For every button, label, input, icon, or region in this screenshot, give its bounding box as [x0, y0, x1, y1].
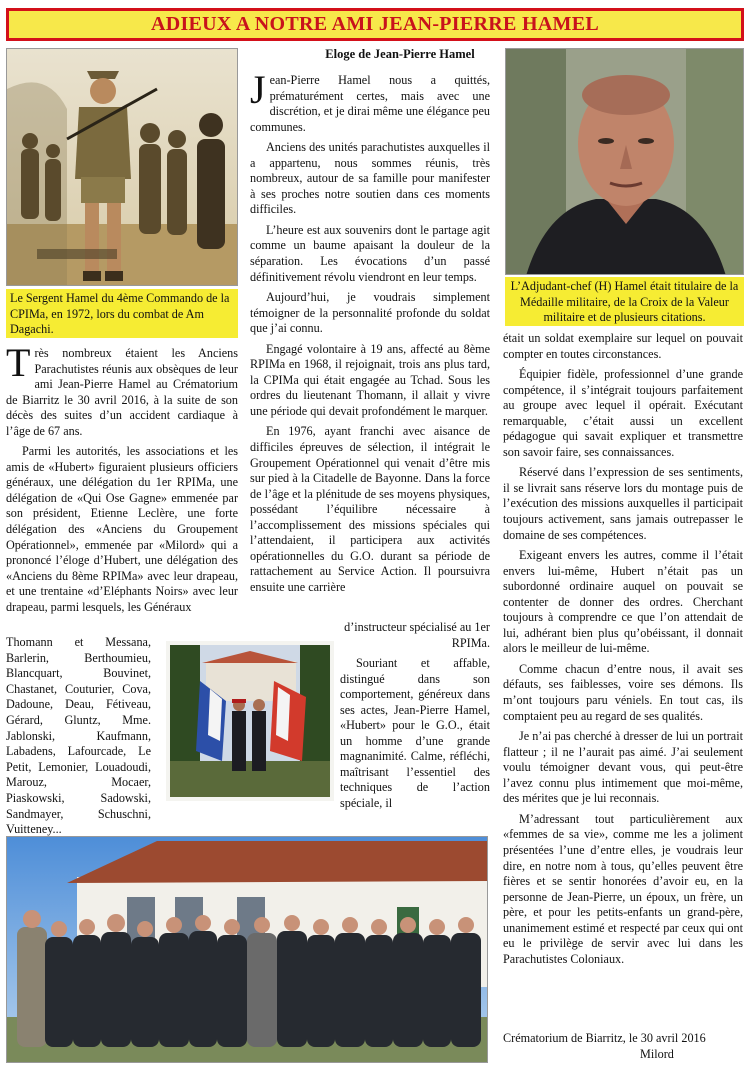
middle-paragraph-2: Anciens des unités parachutistes auxquelles il a appartenu, nous sommes réunis, très nombreux, autour de sa famille pour manifester à ses proches notre soutien dans ces moments difficiles.: [250, 140, 490, 217]
middle-paragraph-6b: d’instructeur spécialisé au 1er RPIMa.: [344, 620, 490, 650]
right-photo-caption: L’Adjudant-chef (H) Hamel était titulaire de la Médaille militaire, de la Croix de la Valeur militaire et de plusieurs citations.: [505, 277, 744, 326]
right-paragraph-7: M’adressant tout particulièrement aux «femmes de sa vie», comme me les a joliment présentées l’une d’entre elles, je voudrais leur dire, en notre nom à tous, qu’elles peuvent être fières et se sentir honorées d’avoir eu, en la personne de Jean-Pierre, un époux, un frère, un père, et pour les petits-enfants un grand-père, unanimement estimé et respecté par ceux qui ont eu le privilège de servir avec lui dans les Parachutistes Coloniaux.: [503, 811, 743, 966]
right-paragraph-1: était un soldat exemplaire sur lequel on pouvait compter en toutes circonstances.: [503, 331, 743, 361]
dropcap-j: J: [250, 67, 266, 112]
left-paragraph-1: Très nombreux étaient les Anciens Parachutistes réunis aux obsèques de leur ami Jean-Pierre Hamel au Crématorium de Biarritz le 30 avril 2016, à la suite de son décès des suites d’un accident cardiaque à l’âge de 67 ans.: [6, 340, 238, 438]
right-column: [503, 331, 743, 972]
right-paragraph-6: Je n’ai pas cherché à dresser de lui un portrait flatteur ; il ne l’aurait pas aimé. J’ai seulement voulu témoigner devant vous, qui peut-être l’avez connu plus intimement que moi-même, des mérites que je lui reconnais.: [503, 729, 743, 806]
right-paragraph-2: Équipier fidèle, professionnel d’une grande compétence, il s’intégrait toujours parfaitement au groupe avec lequel il opérait. Exécutant remarquable, c’était aussi un excellent pédagogue qui savait expliquer et transmettre son savoir faire, ses connaissances.: [503, 367, 743, 459]
jean-pierre-hamel-portrait: [505, 48, 744, 275]
right-paragraph-5: Comme chacun d’entre nous, il avait ses défauts, ses faiblesses, voire ses démons. Ils m’ont toujours paru véniels. En tout cas, ils comptaient peu au regard de ses qualités.: [503, 661, 743, 723]
generals-names: Thomann et Messana, Barlerin, Berthoumieu, Blancquart, Bouvinet, Chastanet, Couturier, Cova, Dadoune, Deau, Fétiveau, Gérard, Gluntz, Mme. Jablonski, Kaufmann, Labadens, Lafourcade, Le Petit, Lemonier, Louadoudi, Marouz, Mocaer, Piaskowski, Sadowski, Sandmayer, Schuschni, Vuitteney...: [6, 635, 151, 837]
right-paragraph-4: Exigeant envers les autres, comme il l’était envers lui-même, Hubert n’était pas un subordonné ordinaire auquel on pouvait se contenter de donner des ordres. Cherchant toujours à comprendre ce que l’on attendait de lui, adhérant bien plus qu’obéissant, il donnait alors le meilleur de lui-même.: [503, 548, 743, 656]
middle-paragraph-3: L’heure est aux souvenirs dont le partage agit comme un baume apaisant la douleur de la séparation. Les évocations d’un passé définitivement révolu viendront en leur temps.: [250, 222, 490, 284]
middle-paragraph-4: Aujourd’hui, je voudrais simplement témoigner de la personnalité profonde du soldat que j’ai connu.: [250, 290, 490, 336]
left-column: [6, 340, 238, 620]
right-paragraph-3: Réservé dans l’expression de ses sentiments, il se livrait sans réserve lors du montage puis de l’exécution des missions auxquelles il participait toujours activement, sans jamais outrepasser le domaine de ses compétences.: [503, 465, 743, 542]
sergent-hamel-1972-photo: [6, 48, 238, 286]
middle-paragraph-5: Engagé volontaire à 19 ans, affecté au 8ème RPIMa en 1968, il rejoignait, trois ans plus tard, la CPIMa qui était engagée au Tchad. Sous les ordres du lieutenant Thomann, il allait y vivre une période qui devait profondément le marquer.: [250, 341, 490, 418]
middle-paragraph-6: En 1976, ayant franchi avec aisance de difficiles épreuves de sélection, il intégrait le Groupement Opérationnel qui venait d’être mis sur pied à la Citadelle de Bayonne. Dans la force de l’âge et la plénitude de ses moyens physiques, possédant l’équilibre nécessaire à l’accomplissement des missions spéciales qui l’attendaient, il participera aux activités opérationnelles du G.O. durant sa période de rattachement au Service Action. Il poursuivra ensuite une carrière: [250, 424, 490, 594]
middle-paragraph-1: Jean-Pierre Hamel nous a quittés, prématurément certes, mais avec une discrétion, et je dirai même une élégance peu communes.: [250, 67, 490, 134]
page-title: ADIEUX A NOTRE AMI JEAN-PIERRE HAMEL: [6, 8, 744, 41]
middle-column: [250, 67, 490, 601]
place-date: Crématorium de Biarritz, le 30 avril 2016: [503, 1031, 706, 1045]
left-photo-caption: Le Sergent Hamel du 4ème Commando de la CPIMa, en 1972, lors du combat de Am Dagachi.: [6, 289, 238, 338]
middle-paragraph-7: Souriant et affable, distingué dans son comportement, généreux dans ses actes, Jean-Pierre Hamel, «Hubert» pour le G.O., était un homme d’une grande magnanimité. Calme, réfléchi, maîtrisant l’essentiel des techniques de l’action spéciale, il: [340, 656, 490, 811]
middle-column-lower: [340, 620, 490, 817]
flags-ceremony-photo: [166, 641, 334, 801]
signature: Milord: [640, 1047, 674, 1061]
eloge-title: Eloge de Jean-Pierre Hamel: [325, 47, 475, 61]
group-photo: [6, 836, 488, 1063]
dropcap-t: T: [6, 340, 31, 385]
left-paragraph-2: Parmi les autorités, les associations et les amis de «Hubert» figuraient plusieurs officiers généraux, une délégation du 1er RPIMa, une délégation de «Qui Ose Gagne» emmenée par son président, Etienne Leclère, une forte délégation des «Anciens du Groupement Opérationnel», emmenée par «Milord» qui a prononcé l’éloge d’Hubert, une délégation des «Anciens du 8ème RPIMa» avec leur drapeau, et une trentaine «d’Eléphants Noirs» avec leur drapeau, parmi lesquels, les Généraux: [6, 444, 238, 614]
